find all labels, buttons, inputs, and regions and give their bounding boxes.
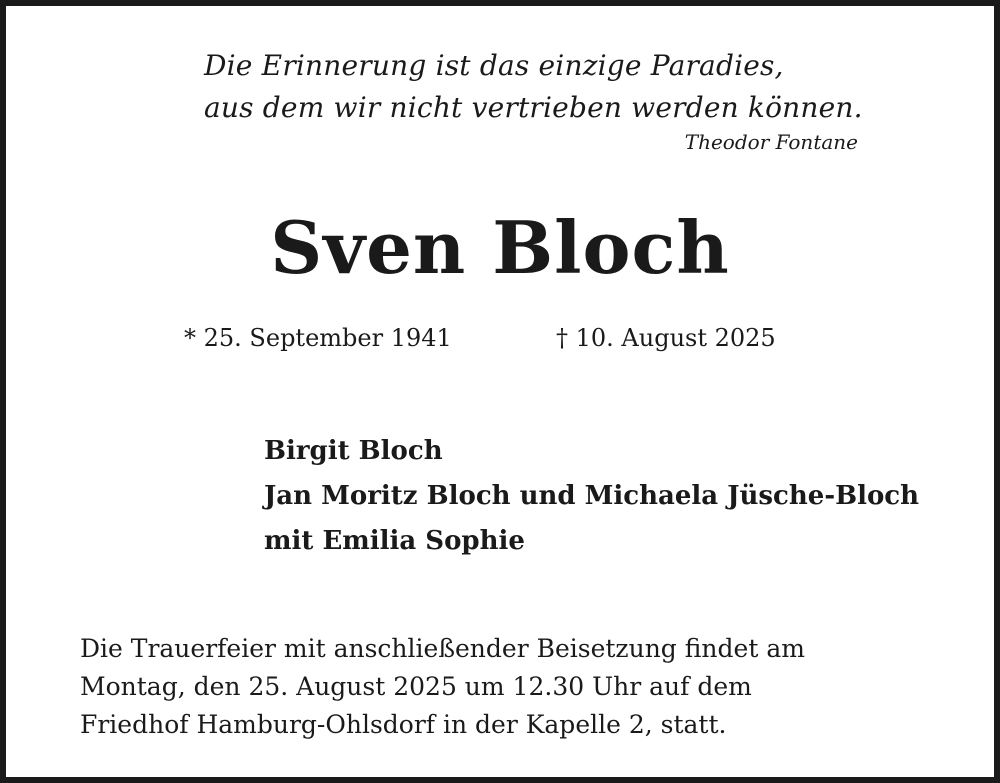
quote-line-1: Die Erinnerung ist das einzige Paradies, <box>204 49 784 82</box>
mourner-line: mit Emilia Sophie <box>264 526 525 556</box>
funeral-notice-line: Die Trauerfeier mit anschließender Beisetzung findet am <box>80 634 805 663</box>
deceased-name: Sven Bloch <box>270 205 730 290</box>
quote-line-2: aus dem wir nicht vertrieben werden können. <box>204 91 863 124</box>
death-date: † 10. August 2025 <box>556 324 776 352</box>
mourner-line: Birgit Bloch <box>264 436 443 466</box>
funeral-notice-line: Montag, den 25. August 2025 um 12.30 Uhr auf dem <box>80 672 752 701</box>
funeral-notice-line: Friedhof Hamburg-Ohlsdorf in der Kapelle 2, statt. <box>80 710 727 739</box>
birth-date: * 25. September 1941 <box>184 324 452 352</box>
quote-author: Theodor Fontane <box>684 130 858 154</box>
mourner-line: Jan Moritz Bloch und Michaela Jüsche-Bloch <box>264 481 920 511</box>
